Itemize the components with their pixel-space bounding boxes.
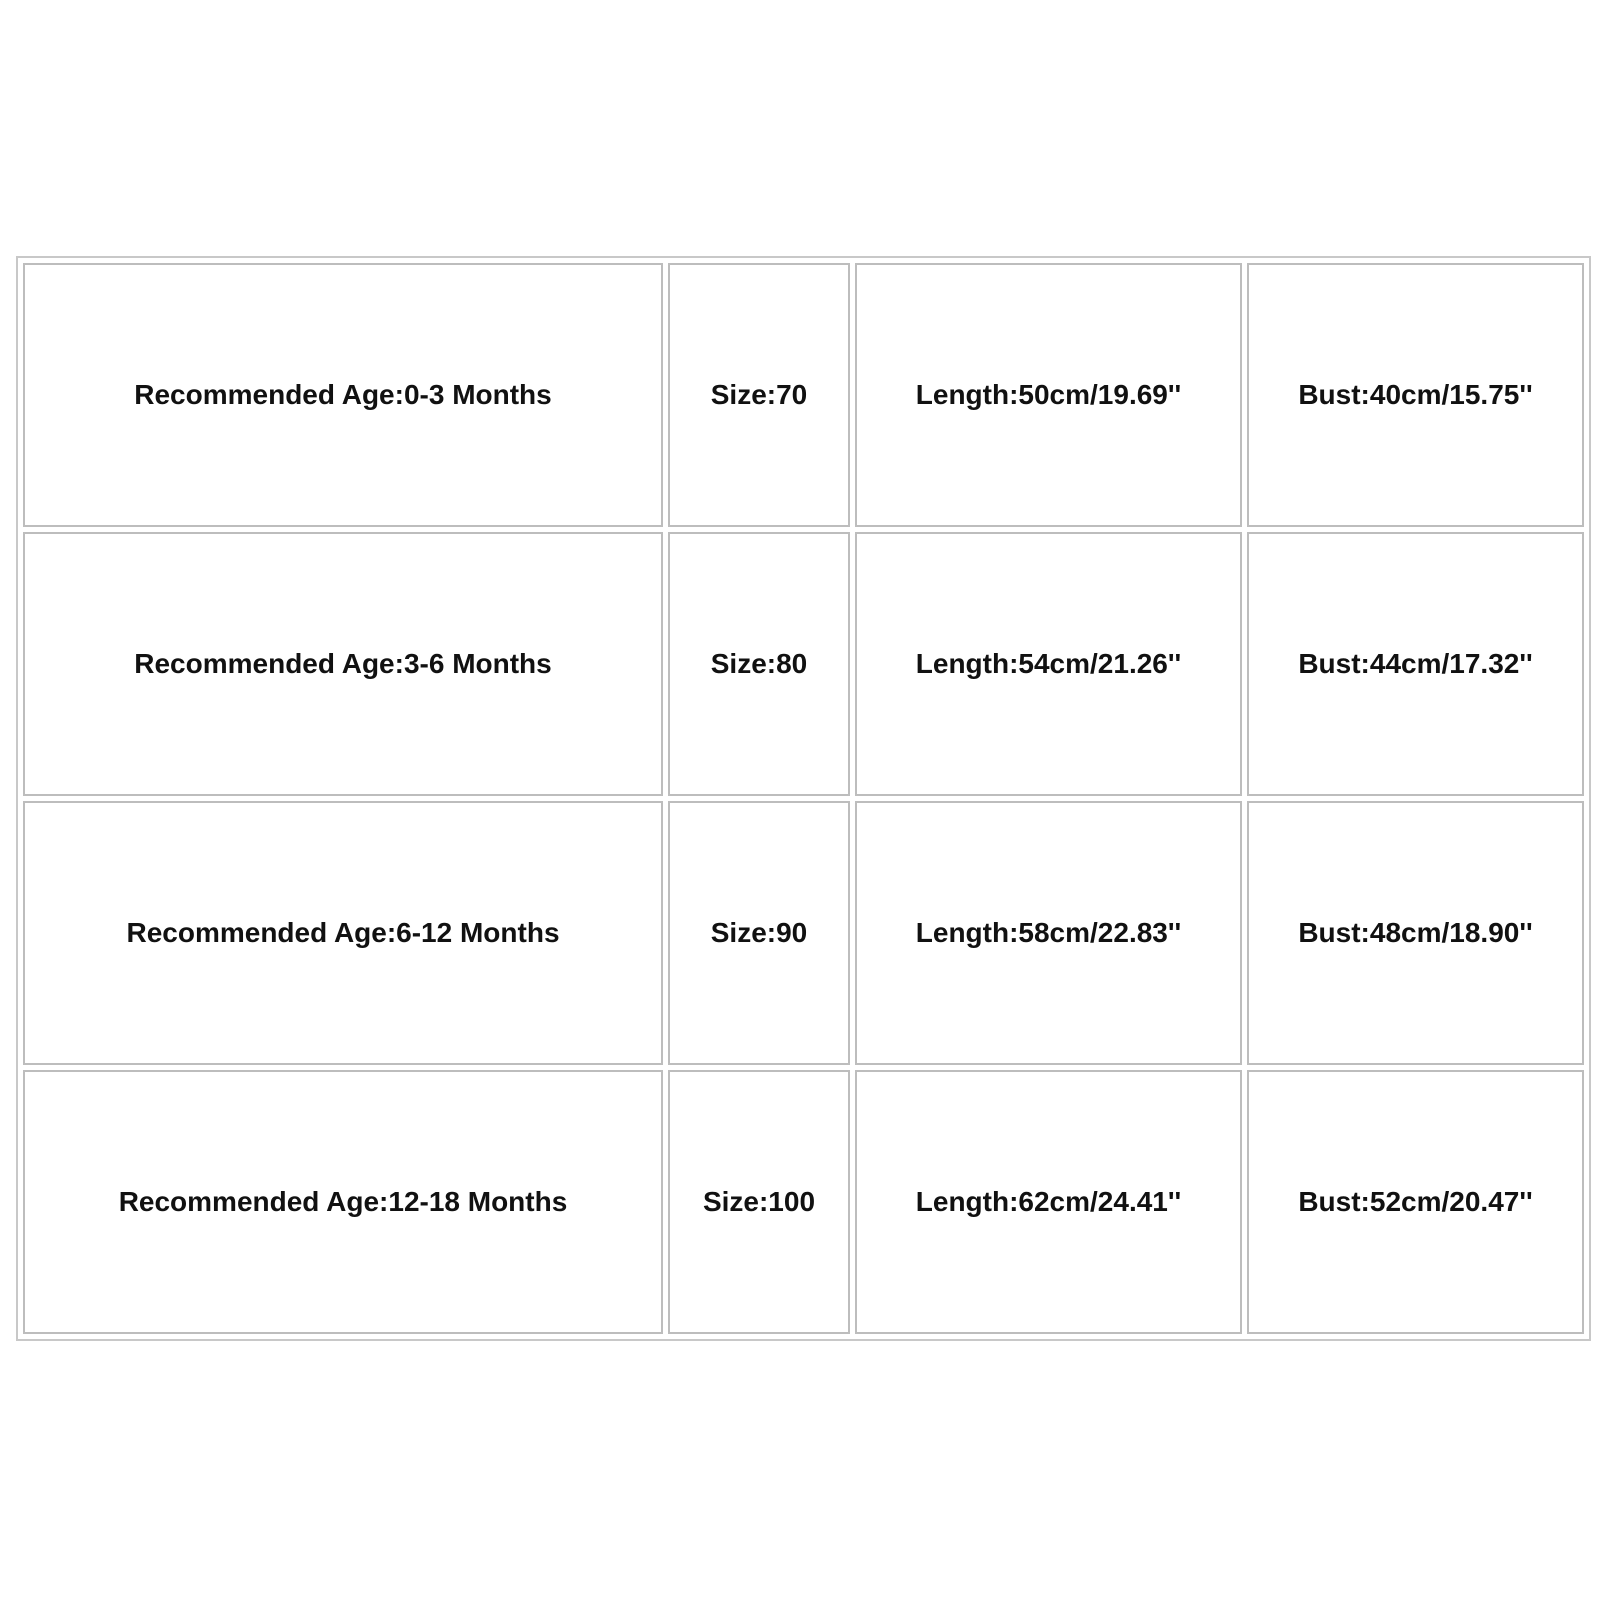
size-cell: Size:90	[668, 801, 850, 1065]
size-cell: Size:100	[668, 1070, 850, 1334]
age-cell: Recommended Age:0-3 Months	[23, 263, 663, 527]
length-cell: Length:62cm/24.41''	[855, 1070, 1242, 1334]
table-row	[23, 801, 1584, 1065]
length-cell: Length:54cm/21.26''	[855, 532, 1242, 796]
length-cell: Length:58cm/22.83''	[855, 801, 1242, 1065]
length-cell: Length:50cm/19.69''	[855, 263, 1242, 527]
age-cell: Recommended Age:3-6 Months	[23, 532, 663, 796]
size-chart-table	[16, 256, 1591, 1341]
bust-cell: Bust:44cm/17.32''	[1247, 532, 1584, 796]
size-cell: Size:70	[668, 263, 850, 527]
bust-cell: Bust:52cm/20.47''	[1247, 1070, 1584, 1334]
age-cell: Recommended Age:12-18 Months	[23, 1070, 663, 1334]
table-row	[23, 532, 1584, 796]
age-cell: Recommended Age:6-12 Months	[23, 801, 663, 1065]
bust-cell: Bust:40cm/15.75''	[1247, 263, 1584, 527]
bust-cell: Bust:48cm/18.90''	[1247, 801, 1584, 1065]
size-cell: Size:80	[668, 532, 850, 796]
table-row	[23, 263, 1584, 527]
table-row	[23, 1070, 1584, 1334]
